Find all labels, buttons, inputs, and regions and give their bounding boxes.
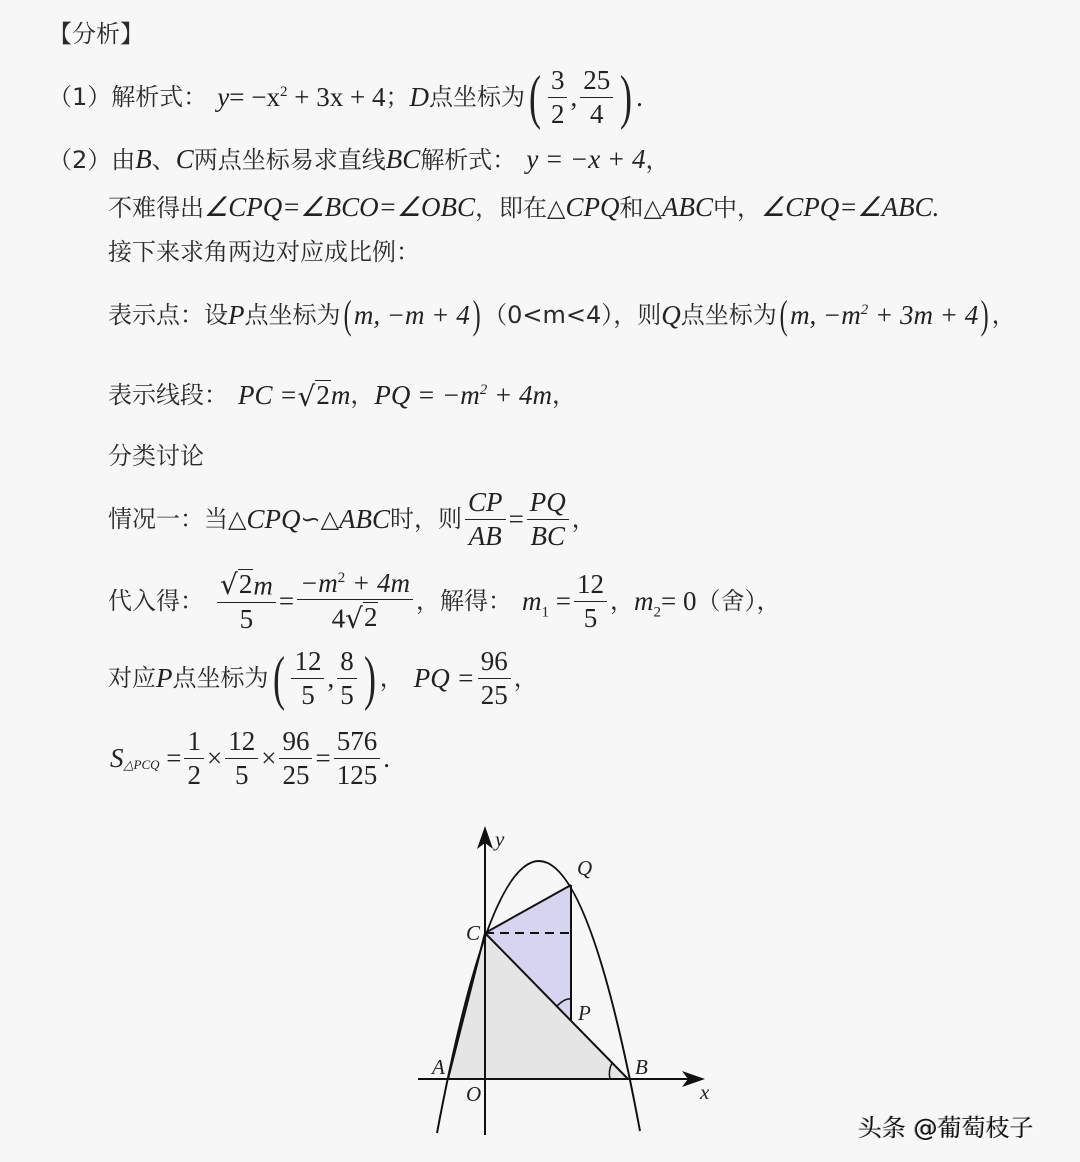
m1-value: $\frac{12}{5}$ — [574, 570, 607, 632]
PQ-value: $\frac{96}{25}$ — [478, 647, 511, 709]
text: 点坐标为 — [680, 301, 777, 329]
text: 代入得： — [108, 587, 204, 615]
angle-equation-1: ∠CPQ=∠BCO=∠OBC — [204, 192, 476, 222]
label-y: y — [495, 827, 505, 851]
period: . — [636, 81, 643, 112]
text: ，即在△ — [475, 193, 566, 222]
line-BC: BC — [385, 144, 421, 174]
triangle-CPQ: CPQ — [565, 192, 620, 222]
left-paren: ( — [528, 64, 541, 130]
ratio-PQ-BC: $\frac{PQ}{BC}$ — [527, 488, 569, 550]
var-m: m — [330, 379, 351, 410]
label-x: x — [700, 1080, 710, 1104]
formula-rhs: = $-x^2 + 3x + 4$ — [229, 81, 386, 112]
watermark: 头条 @葡萄枝子 — [858, 1114, 1034, 1142]
triangle-ABC: ABC — [662, 192, 713, 222]
ratio-CP-AB: $\frac{CP}{AB}$ — [465, 488, 506, 550]
comma: ， — [571, 505, 596, 533]
points-line: 表示点：设 P 点坐标为 ( m, −m + 4 ) （0<m<4），则 Q 点坐标为 ( m, $-m^2 + 3m + 4$ ) ， — [108, 292, 1016, 337]
point-Q: Q — [661, 299, 681, 330]
fraction-D-x: $\frac{3}{2}$ — [548, 66, 568, 128]
m2: $m_2$ — [634, 585, 661, 620]
similar-symbol: ∽△ — [300, 505, 340, 533]
corresponding-P-line: 对应 P 点坐标为 ( $\frac{12}{5}$ , $\frac{8}{5}$ ) ， PQ = $\frac{96}{25}$ ， — [108, 645, 538, 711]
text: 两点坐标易求直线 — [193, 145, 386, 174]
point-D-label: D — [409, 81, 429, 112]
separator: 、 — [151, 145, 176, 174]
PC-lhs: PC = — [238, 379, 298, 410]
point-B: B — [135, 144, 152, 174]
text: 点坐标为 — [244, 301, 341, 329]
part1-line: （1）解析式： y = $-x^2 + 3x + 4$ ； D 点坐标为 ( $\frac{3}{2}$ , $\frac{25}{4}$ ) . — [48, 64, 643, 130]
area-fraction-1: $\frac{1}{2}$ — [184, 727, 204, 789]
point-P: P — [228, 299, 245, 330]
range-text: （0<m<4），则 — [483, 301, 662, 329]
var-y: y — [217, 81, 230, 112]
period: . — [383, 742, 390, 773]
fraction-D-y: $\frac{25}{4}$ — [580, 66, 613, 128]
area-result: $\frac{576}{125}$ — [334, 727, 381, 789]
classify-heading: 分类讨论 — [108, 442, 204, 470]
m1: $m_1$ — [522, 585, 550, 620]
triangle-ABC: ABC — [339, 503, 391, 534]
comma: ， — [350, 381, 375, 410]
text: 解析式： — [420, 145, 517, 174]
text: ，解得： — [416, 587, 513, 615]
sqrt-2: √ 2 — [297, 379, 330, 413]
text: 点坐标为 — [172, 664, 269, 692]
P-y-fraction: $\frac{8}{5}$ — [337, 647, 357, 709]
area-fraction-2: $\frac{12}{5}$ — [225, 727, 258, 789]
PQ-lhs: PQ = — [413, 662, 475, 693]
label-C: C — [466, 921, 481, 945]
comma: ， — [379, 664, 404, 692]
comma: ， — [645, 145, 670, 174]
label-O: O — [466, 1082, 482, 1106]
text: 和△ — [619, 193, 662, 222]
text: 情况一：当△ — [108, 505, 247, 533]
PQ-expression: PQ = $-m^2 + 4m$ — [374, 379, 552, 410]
point-C: C — [175, 144, 194, 174]
area-S: S — [110, 742, 124, 773]
area-line: S △PCQ = $\frac{1}{2}$ × $\frac{12}{5}$ × $\frac{96}{25}$ = $\frac{576}{125}$ . — [110, 726, 390, 790]
P-x-fraction: $\frac{12}{5}$ — [291, 647, 324, 709]
case1-line: 情况一：当△ CPQ ∽△ ABC 时，则 $\frac{CP}{AB}$ = $\frac{PQ}{BC}$ ， — [108, 487, 596, 551]
point-text: 点坐标为 — [428, 83, 525, 111]
Q-coordinate: m, $-m^2 + 3m + 4$ — [790, 299, 979, 330]
substitution-line: 代入得： √ 2 m 5 = $-m^2 + 4m$ 4 √ 2 ，解得： $m_1$ = $\frac{12}{5}$ ， $m_2$ = 0 （舍）， — [108, 567, 781, 635]
fraction-right: $-m^2 + 4m$ 4 √ 2 — [297, 569, 413, 633]
m2-value: = 0 — [661, 585, 697, 616]
triangle-CPQ: CPQ — [246, 503, 301, 534]
comma: ， — [513, 664, 538, 692]
P-coordinate: m, −m + 4 — [353, 299, 470, 330]
right-paren: ) — [620, 64, 633, 130]
fraction-left: √ 2 m 5 — [217, 569, 276, 633]
text: 表示线段： — [108, 381, 228, 410]
comma: ， — [551, 381, 576, 410]
section-heading: 【分析】 — [48, 20, 144, 48]
separator: ； — [385, 83, 410, 111]
label-P: P — [578, 1001, 591, 1025]
line-equation: y = −x + 4 — [526, 144, 646, 174]
text: 对应 — [108, 664, 156, 692]
label-B: B — [635, 1055, 648, 1079]
reject-text: （舍）， — [696, 587, 781, 615]
text: 中， — [713, 193, 761, 222]
part2-label: （2）由 — [48, 145, 136, 174]
text: 表示点：设 — [108, 301, 228, 329]
text: 不难得出 — [108, 193, 204, 222]
area-fraction-3: $\frac{96}{25}$ — [279, 727, 312, 789]
label-Q: Q — [577, 856, 593, 880]
part1-label: （1）解析式： — [48, 83, 208, 111]
label-A: A — [432, 1055, 445, 1079]
point-P: P — [156, 662, 173, 693]
text: 时，则 — [390, 505, 463, 533]
angle-equation-2: ∠CPQ=∠ABC. — [761, 192, 940, 222]
comma: ， — [991, 301, 1016, 329]
next-step-text: 接下来求角两边对应成比例： — [108, 238, 420, 266]
